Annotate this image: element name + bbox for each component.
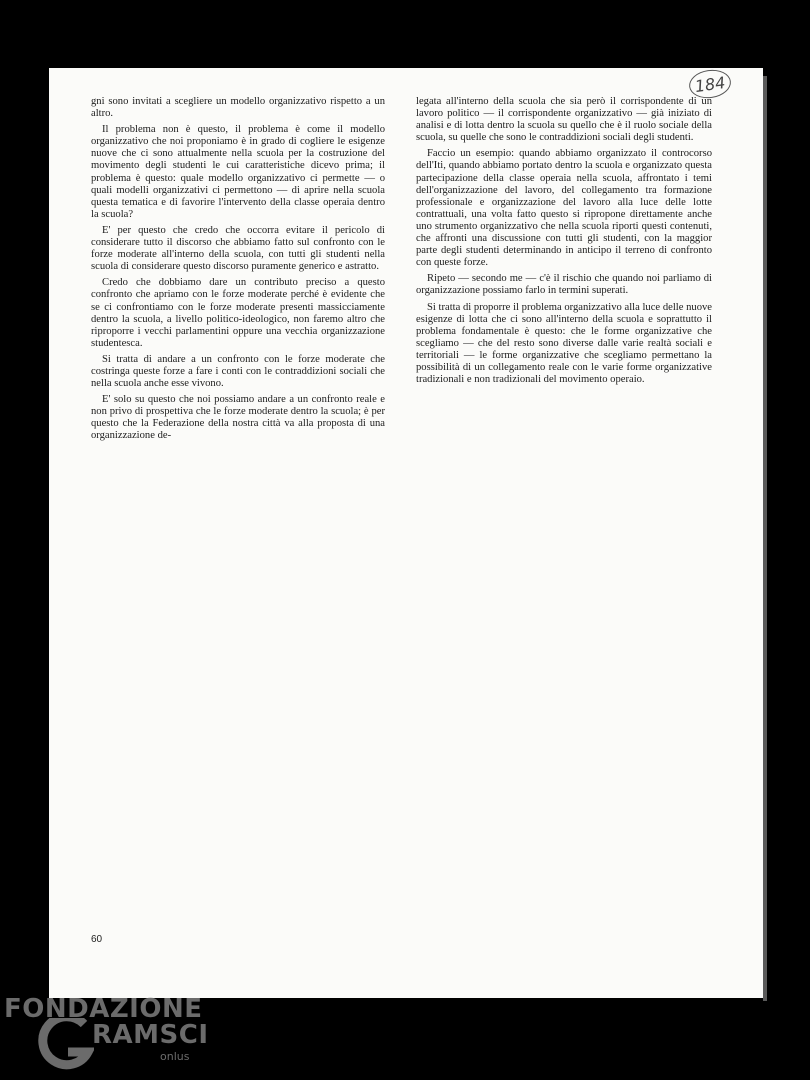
fondazione-gramsci-logo: [0, 990, 210, 1080]
paragraph: legata all'interno della scuola che sia però il corrispondente di un lavoro politico — il corrispondente organizzativo — già iniziato di analisi e di lotta dentro la scuola su quello che è il ruolo sociale della scuola, su quelle che sono le contraddizioni sociali degli studenti.: [416, 96, 712, 144]
g-logo-icon: [32, 1018, 94, 1070]
page-number: 60: [91, 934, 103, 945]
paragraph: E' solo su questo che noi possiamo andare a un confronto reale e non privo di prospettiva che le forze moderate dentro la scuola; è per questo che la Federazione della nostra città va alla proposta di una organizzazione de-: [91, 394, 385, 442]
logo-line-3: onlus: [160, 1050, 190, 1063]
archive-number-stamp: 184: [687, 67, 732, 101]
left-column: [91, 96, 385, 447]
logo-line-1: FONDAZIONE: [4, 994, 203, 1024]
paragraph: Credo che dobbiamo dare un contributo preciso a questo confronto che apriamo con le forze moderate perché è evidente che se ci confrontiamo con le forze moderate presenti massicciamente dentro la scuola, a livello politico-ideologico, non faremo altro che riproporre i vecchi parlamentini oppure una vecchia organizzazione studentesca.: [91, 277, 385, 349]
paragraph: Ripeto — secondo me — c'è il rischio che quando noi parliamo di organizzazione possiamo farlo in termini superati.: [416, 273, 712, 297]
paragraph: Il problema non è questo, il problema è come il modello organizzativo che noi proponiamo è in grado di cogliere le esigenze nuove che ci sono attualmente nella scuola per la costruzione del movimento degli studenti le cui caratteristiche dicevo prima; il problema è questo: quale modello organizzativo ci permette — o quali modelli organizzativi ci permettono — di aprire nella scuola questa tematica e di favorire l'intervento della classe operaia dentro la scuola?: [91, 124, 385, 220]
paragraph: Faccio un esempio: quando abbiamo organizzato il controcorso dell'Iti, quando abbiamo portato dentro la scuola e organizzato questa partecipazione della classe operaia nella scuola, affrontato i temi dell'organizzazione del lavoro, del collegamento tra formazione professionale e organizzazione del lavoro alla luce delle lotte contrattuali, una volta fatto questo si ripropone direttamente anche uno strumento organizzativo che nella scuola riporti questi contenuti, che affronti una discussione con tutti gli studenti, con la maggior parte degli studenti determinando in anticipo il terreno di confronto con queste forze.: [416, 148, 712, 269]
paragraph: Si tratta di proporre il problema organizzativo alla luce delle nuove esigenze di lotta che ci sono all'interno della scuola e soprattutto il problema fondamentale è questo: che le forme organizzative che scegliamo — che del resto sono diverse dalle varie realtà sociali e territoriali — le forme organizzative che scegliamo permettano la possibilità di un collegamento reale con le varie forme organizzative tradizionali e non tradizionali del movimento operaio.: [416, 301, 712, 386]
logo-line-2: RAMSCI: [92, 1020, 209, 1050]
right-column: [416, 96, 712, 390]
paragraph: Si tratta di andare a un confronto con le forze moderate che costringa queste forze a fare i conti con le contraddizioni sociali che nella scuola anche esse vivono.: [91, 353, 385, 390]
document-page: [49, 68, 763, 998]
page-shadow: [763, 76, 767, 1001]
paragraph: gni sono invitati a scegliere un modello organizzativo rispetto a un altro.: [91, 96, 385, 120]
paragraph: E' per questo che credo che occorra evitare il pericolo di considerare tutto il discorso che abbiamo fatto sul confronto con le forze moderate all'interno della scuola, con tutti gli studenti nella scuola di considerare questo discorso puramente generico e astratto.: [91, 224, 385, 273]
